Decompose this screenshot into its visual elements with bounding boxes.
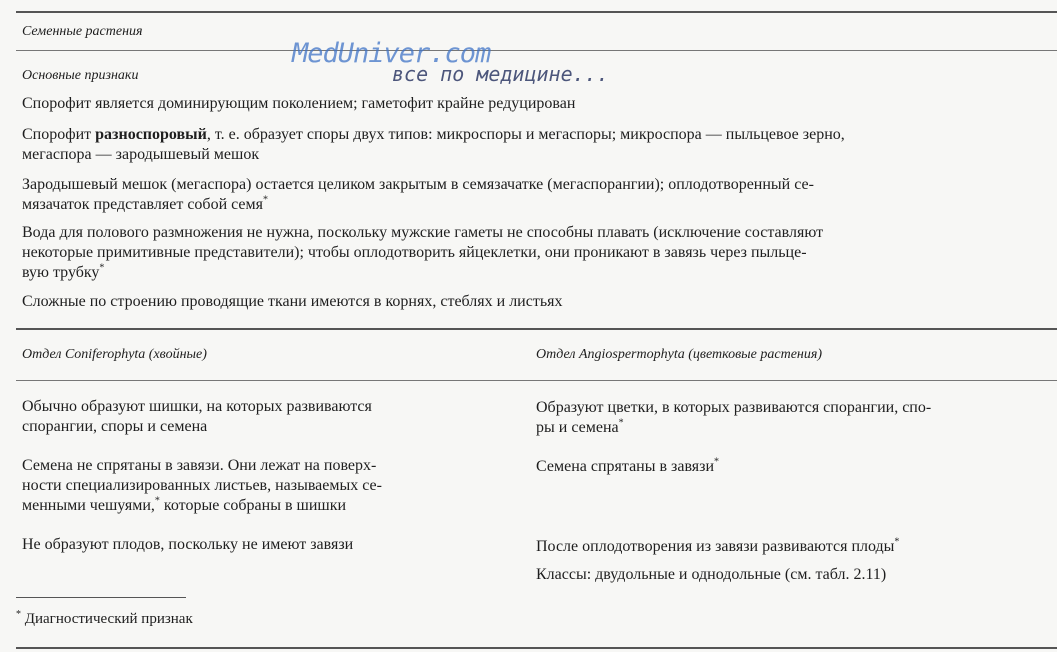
header-rule bbox=[16, 50, 1057, 51]
feature-4-text: вую трубку bbox=[22, 264, 100, 281]
diagnostic-mark: * bbox=[154, 495, 160, 507]
footnote-rule bbox=[16, 597, 186, 598]
diagnostic-mark: * bbox=[894, 536, 900, 548]
conifer-2-text-a: менными чешуями, bbox=[22, 497, 155, 514]
main-features-heading: Основные признаки bbox=[22, 68, 139, 83]
footnote-text: Диагностический признак bbox=[24, 611, 193, 627]
bottom-rule bbox=[16, 647, 1057, 649]
footnote-mark: * bbox=[16, 609, 21, 620]
columns-header-rule bbox=[16, 380, 1057, 381]
diagnostic-mark: * bbox=[263, 194, 269, 206]
conifer-2-text-b: которые собраны в шишки bbox=[159, 497, 347, 514]
watermark-site: MedUniver.com bbox=[292, 38, 491, 69]
diagnostic-mark: * bbox=[714, 456, 720, 468]
conifer-2-line3 bbox=[22, 496, 346, 516]
angio-1-line2 bbox=[536, 418, 624, 438]
conifer-2-line2: ности специализированных листьев, называемых се- bbox=[22, 477, 382, 494]
feature-2-pre: Спорофит bbox=[22, 126, 96, 143]
conifer-2-line1: Семена не спрятаны в завязи. Они лежат на поверх- bbox=[22, 457, 377, 474]
feature-4-line2: некоторые примитивные представители); чтобы оплодотворить яйцеклетки, они проникают в завязь через пыльце- bbox=[22, 244, 807, 261]
feature-3-line2 bbox=[22, 195, 268, 215]
table-title: Семенные растения bbox=[22, 24, 143, 39]
watermark-tagline: все по медицине... bbox=[392, 62, 609, 86]
feature-2-bold: разноспоровый bbox=[95, 126, 207, 143]
feature-2-line2: мегаспора — зародышевый мешок bbox=[22, 146, 260, 163]
feature-4-line3 bbox=[22, 263, 104, 283]
conifer-1-line2: спорангии, споры и семена bbox=[22, 418, 208, 435]
feature-5: Сложные по строению проводящие ткани имеются в корнях, стеблях и листьях bbox=[22, 293, 563, 310]
feature-2 bbox=[22, 125, 845, 145]
feature-1: Спорофит является доминирующим поколением; гаметофит крайне редуцирован bbox=[22, 95, 576, 112]
conifers-heading: Отдел Coniferophyta (хвойные) bbox=[22, 347, 207, 362]
conifer-3: Не образуют плодов, поскольку не имеют завязи bbox=[22, 536, 354, 553]
diagnostic-mark: * bbox=[618, 417, 624, 429]
footnote bbox=[16, 609, 193, 629]
angio-1-line1: Образуют цветки, в которых развиваются спорангии, спо- bbox=[536, 399, 932, 416]
top-rule bbox=[16, 11, 1057, 13]
angio-3 bbox=[536, 537, 899, 557]
angio-4: Классы: двудольные и однодольные (см. табл. 2.11) bbox=[536, 566, 887, 583]
feature-4-line1: Вода для полового размножения не нужна, поскольку мужские гаметы не способны плавать (исключение составляют bbox=[22, 224, 824, 241]
diagnostic-mark: * bbox=[99, 262, 105, 274]
angio-3-text: После оплодотворения из завязи развиваются плоды bbox=[536, 538, 895, 555]
angiosperms-heading: Отдел Angiospermophyta (цветковые растения) bbox=[536, 347, 823, 362]
feature-3-line1: Зародышевый мешок (мегаспора) остается целиком закрытым в семязачатке (мегаспорангии); оплодотворенный се- bbox=[22, 176, 814, 193]
angio-2 bbox=[536, 457, 719, 477]
feature-3-text: мязачаток представляет собой семя bbox=[22, 196, 264, 213]
angio-1-text: ры и семена bbox=[536, 419, 619, 436]
feature-2-post: , т. е. образует споры двух типов: микроспоры и мегаспоры; микроспора — пыльцевое зерно, bbox=[206, 126, 845, 143]
angio-2-text: Семена спрятаны в завязи bbox=[536, 458, 715, 475]
conifer-1-line1: Обычно образуют шишки, на которых развиваются bbox=[22, 398, 372, 415]
section-rule bbox=[16, 328, 1057, 330]
